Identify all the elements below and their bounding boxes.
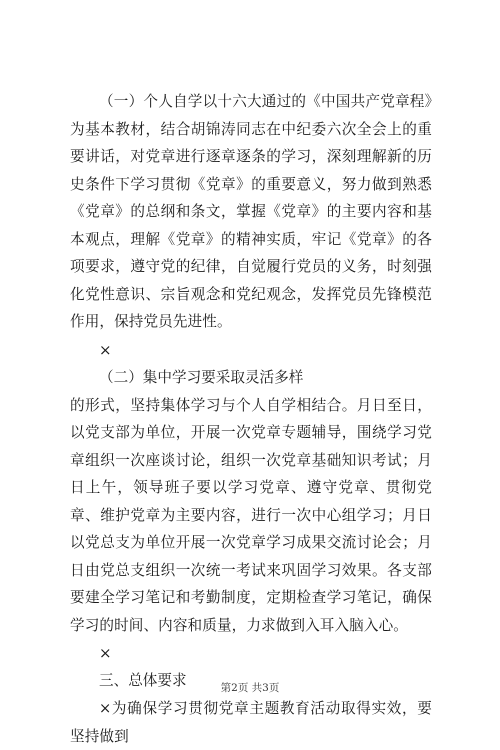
- paragraph-individual-study: （一）个人自学以十六大通过的《中国共产党章程》为基本教材，结合胡锦涛同志在中纪委六次全会上的重要讲话，对党章进行逐章逐条的学习，深刻理解新的历史条件下学习贯彻《党章》的重要意义，努力做到熟悉《党章》的总纲和条文，掌握《党章》的主要内容和基本观点，理解《党章》的精神实质，牢记《党章》的各项要求，遵守党的纪律，自觉履行党员的义务，时刻强化党性意识、宗旨观念和党纪观念，发挥党员先锋模范作用，保持党员先进性。: [70, 93, 432, 330]
- heading-collective-study: （二）集中学习要采取灵活多样: [99, 368, 304, 386]
- heading-general-requirements: 三、总体要求: [99, 672, 187, 689]
- cross-mark-2: ×: [99, 644, 112, 662]
- paragraph-collective-study: 的形式，坚持集体学习与个人自学相结合。月日至日，以党支部为单位，开展一次党章专题辅导，围绕学习党章组织一次座谈讨论，组织一次党章基础知识考试；月日上午，领导班子要以学习党章、遵守党章、贯彻党章、维护党章为主要内容，进行一次中心组学习；月日以党总支为单位开展一次党章学习成果交流讨论会；月日由党总支组织一次统一考试来巩固学习效果。各支部要建全学习笔记和考勤制度，定期检查学习笔记，确保学习的时间、内容和质量，力求做到入耳入脑入心。: [70, 396, 432, 634]
- paragraph-general-requirements: ×为确保学习贯彻党章主题教育活动取得实效，要坚持做到: [70, 700, 432, 745]
- page-footer: 第2页 共3页: [220, 682, 280, 694]
- cross-mark-1: ×: [99, 340, 112, 359]
- document-body: [70, 88, 432, 750]
